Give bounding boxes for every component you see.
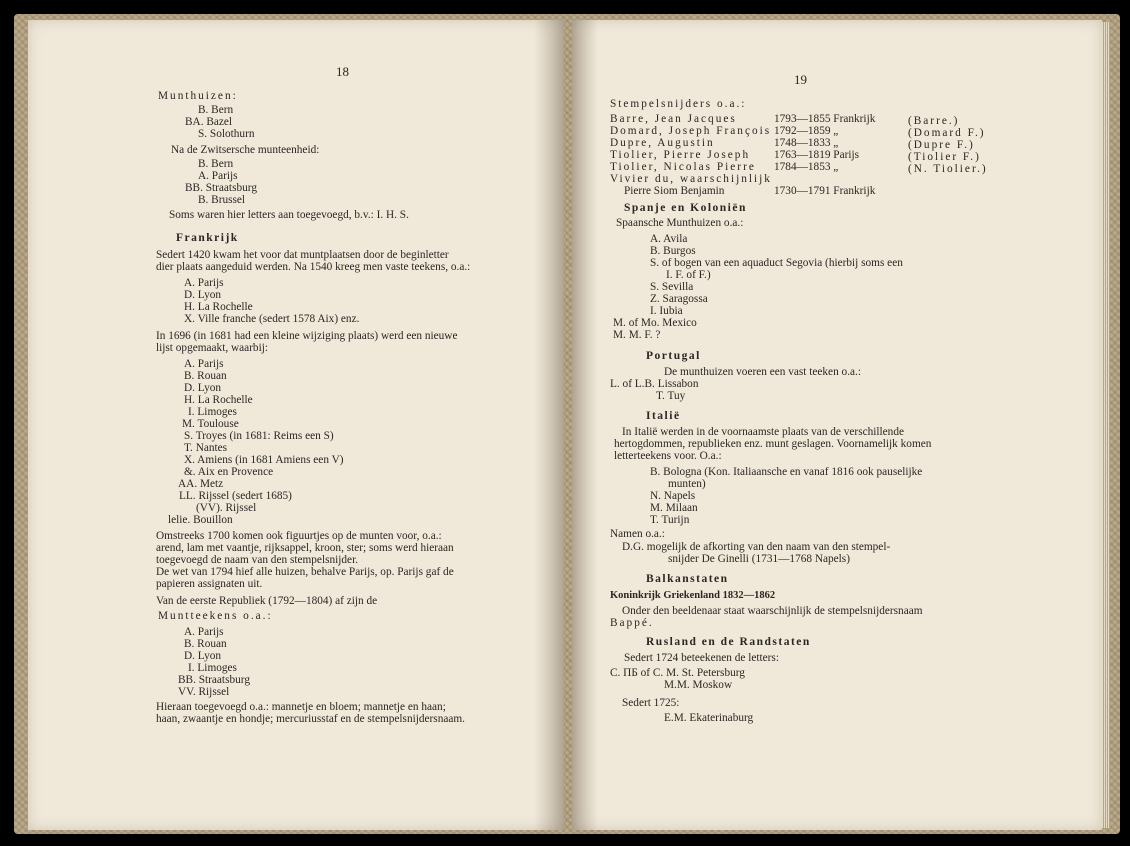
left-line: H. La Rochelle xyxy=(184,301,253,313)
left-line: Sedert 1420 kwam het voor dat muntplaatsen door de beginletter xyxy=(156,249,449,261)
left-page xyxy=(28,20,564,830)
left-line: B. Rouan xyxy=(184,370,227,382)
right-line: Spanje en Koloniën xyxy=(624,202,747,214)
left-line: I. Limoges xyxy=(188,406,237,418)
right-line: C. ПБ of C. M. St. Petersburg xyxy=(610,667,745,679)
left-line: M. Toulouse xyxy=(182,418,239,430)
right-line: snijder De Ginelli (1731—1768 Napels) xyxy=(668,553,850,565)
right-line: I. F. of F.) xyxy=(666,269,711,281)
right-line: S. of bogen van een aquaduct Segovia (hierbij soms een xyxy=(650,257,903,269)
left-line: arend, lam met vaantje, rijksappel, kroon, ster; soms werd hieraan xyxy=(156,542,454,554)
left-line: B. Brussel xyxy=(198,194,246,206)
right-line: 1730—1791 Frankrijk xyxy=(774,185,876,197)
left-line: Van de eerste Republiek (1792—1804) af zijn de xyxy=(156,595,378,607)
right-line: (Tiolier F.) xyxy=(908,151,981,163)
right-line: L. of L.B. Lissabon xyxy=(610,378,699,390)
right-line: B. Burgos xyxy=(650,245,696,257)
right-line: Sedert 1725: xyxy=(622,697,680,709)
right-line: (Domard F.) xyxy=(908,127,986,139)
right-line: T. Turijn xyxy=(650,514,690,526)
left-line: Munthuizen: xyxy=(158,90,238,102)
right-line: Koninkrijk Griekenland 1832—1862 xyxy=(610,590,776,601)
left-line: &. Aix en Provence xyxy=(184,466,274,478)
right-line: De munthuizen voeren een vast teeken o.a.: xyxy=(664,366,861,378)
right-line: 1748—1833 „ xyxy=(774,137,839,149)
left-line: BB. Straatsburg xyxy=(178,674,250,686)
left-line: B. Rouan xyxy=(184,638,227,650)
right-line: D.G. mogelijk de afkorting van den naam van den stempel- xyxy=(622,541,891,553)
right-line: Rusland en de Randstaten xyxy=(646,636,811,648)
left-line: (VV). Rijssel xyxy=(196,502,257,514)
right-line: Spaansche Munthuizen o.a.: xyxy=(616,217,744,229)
right-line: Pierre Siom Benjamin xyxy=(624,185,725,197)
left-line: AA. Metz xyxy=(178,478,224,490)
right-line: In Italië werden in de voornaamste plaats van de verschillende xyxy=(622,426,904,438)
left-line: Frankrijk xyxy=(176,232,239,244)
left-line: S. Troyes (in 1681: Reims een S) xyxy=(184,430,334,442)
left-line: S. Solothurn xyxy=(198,128,255,140)
right-line: N. Napels xyxy=(650,490,696,502)
page-edges xyxy=(1102,22,1110,828)
right-line: 1763—1819 Parijs xyxy=(774,149,860,161)
right-line: Barre, Jean Jacques xyxy=(610,113,737,125)
right-line: M.M. Moskow xyxy=(664,679,733,691)
left-line: lelie. Bouillon xyxy=(168,514,233,526)
left-line: BA. Bazel xyxy=(185,116,233,128)
right-line: (Dupre F.) xyxy=(908,139,975,151)
right-line: T. Tuy xyxy=(656,390,686,402)
left-line: De wet van 1794 hief alle huizen, behalve Parijs, op. Parijs gaf de xyxy=(156,566,454,578)
right-line: Tiolier, Pierre Joseph xyxy=(610,149,751,161)
right-line: Sedert 1724 beteekenen de letters: xyxy=(624,652,779,664)
left-line: X. Amiens (in 1681 Amiens een V) xyxy=(184,454,344,466)
left-line: H. La Rochelle xyxy=(184,394,253,406)
left-line: VV. Rijssel xyxy=(178,686,230,698)
left-line: X. Ville franche (sedert 1578 Aix) enz. xyxy=(184,313,360,325)
right-page xyxy=(572,20,1102,830)
right-line: munten) xyxy=(668,478,706,490)
left-line: dier plaats aangeduid werden. Na 1540 kreeg men vaste teekens, o.a.: xyxy=(156,261,471,273)
left-line: BB. Straatsburg xyxy=(185,182,257,194)
right-line: A. Avila xyxy=(650,233,688,245)
left-line: D. Lyon xyxy=(184,650,222,662)
left-line: In 1696 (in 1681 had een kleine wijziging plaats) werd een nieuwe xyxy=(156,330,458,342)
left-line: B. Bern xyxy=(198,104,234,116)
right-line: Italië xyxy=(646,410,681,422)
left-line: B. Bern xyxy=(198,158,234,170)
right-line: I. Iubia xyxy=(650,305,683,317)
left-line: Omstreeks 1700 komen ook figuurtjes op de munten voor, o.a.: xyxy=(156,530,442,542)
left-line: D. Lyon xyxy=(184,289,222,301)
left-line: T. Nantes xyxy=(184,442,228,454)
left-line: Hieraan toegevoegd o.a.: mannetje en bloem; mannetje en haan; xyxy=(156,701,446,713)
right-line: M. of Mo. Mexico xyxy=(613,317,697,329)
right-line: E.M. Ekaterinaburg xyxy=(664,712,754,724)
right-line: Tiolier, Nicolas Pierre xyxy=(610,161,756,173)
right-line: M. Milaan xyxy=(650,502,698,514)
left-line: Soms waren hier letters aan toegevoegd, b.v.: I. H. S. xyxy=(169,209,409,221)
left-line: D. Lyon xyxy=(184,382,222,394)
right-line: letterteekens voor. O.a.: xyxy=(614,450,722,462)
left-line: toegevoegd de naam van den stempelsnijder. xyxy=(156,554,359,566)
right-line: Domard, Joseph François xyxy=(610,125,772,137)
right-line: 1784—1853 „ xyxy=(774,161,839,173)
page-number: 19 xyxy=(794,72,807,87)
page-number: 18 xyxy=(336,64,349,79)
left-line: A. Parijs xyxy=(184,626,224,638)
right-line: B. Bologna (Kon. Italiaansche en vanaf 1816 ook pauselijke xyxy=(650,466,923,478)
right-line: Onder den beeldenaar staat waarschijnlijk de stempelsnijdersnaam xyxy=(622,605,923,617)
left-line: I. Limoges xyxy=(188,662,237,674)
right-line: Stempelsnijders o.a.: xyxy=(610,98,747,110)
right-line: (Barre.) xyxy=(908,115,960,127)
left-line: Na de Zwitsersche munteenheid: xyxy=(171,144,320,156)
gutter-shadow xyxy=(534,20,564,830)
left-line: haan, zwaantje en hondje; mercuriusstaf en de stempelsnijdersnaam. xyxy=(156,713,465,725)
left-line: papieren assignaten uit. xyxy=(156,578,263,590)
right-line: 1793—1855 Frankrijk xyxy=(774,113,876,125)
left-line: lijst opgemaakt, waarbij: xyxy=(156,342,268,354)
gutter-shadow xyxy=(572,20,598,830)
right-line: 1792—1859 „ xyxy=(774,125,839,137)
left-line: A. Parijs xyxy=(184,358,224,370)
right-line: Namen o.a.: xyxy=(610,528,665,540)
right-line: hertogdommen, republieken enz. munt geslagen. Voornamelijk komen xyxy=(614,438,932,450)
right-line: Vivier du, waarschijnlijk xyxy=(610,173,772,185)
right-line: Dupre, Augustin xyxy=(610,137,715,149)
right-line: M. M. F. ? xyxy=(613,329,661,341)
right-line: (N. Tiolier.) xyxy=(908,163,988,175)
left-line: A. Parijs xyxy=(198,170,238,182)
right-line: S. Sevilla xyxy=(650,281,694,293)
right-line: Portugal xyxy=(646,350,701,362)
left-line: Muntteekens o.a.: xyxy=(158,610,273,622)
right-line: Balkanstaten xyxy=(646,573,729,585)
right-line: Z. Saragossa xyxy=(650,293,708,305)
left-line: A. Parijs xyxy=(184,277,224,289)
right-line: Bappé. xyxy=(610,617,654,629)
left-line: LL. Rijssel (sedert 1685) xyxy=(179,490,292,502)
